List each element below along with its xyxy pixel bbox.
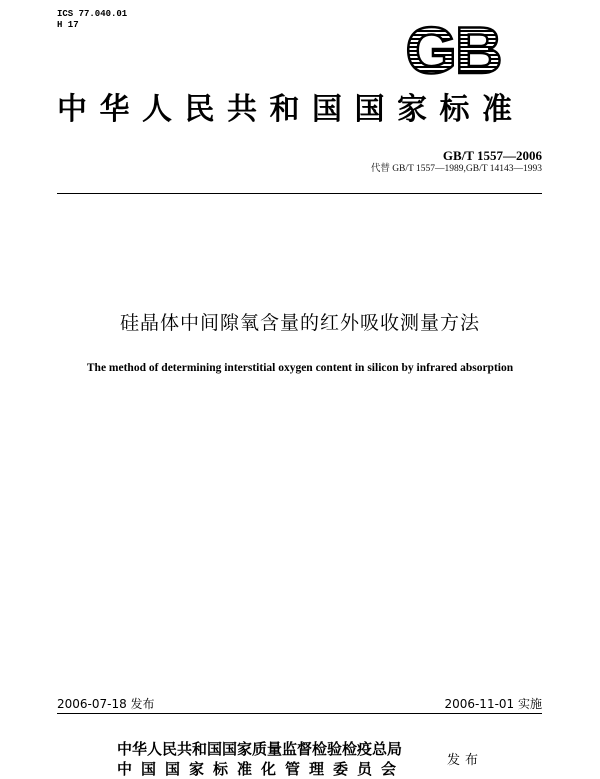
replaces-note: 代替 GB/T 1557—1989,GB/T 14143—1993 [370, 164, 542, 174]
standard-category-title: 中华人民共和国国家标准 [57, 92, 525, 127]
standard-number: GB/T 1557—2006 [442, 148, 542, 163]
issuer-line-1: 中华人民共和国国家质量监督检验检疫总局 [117, 740, 403, 758]
issuing-authorities [117, 739, 405, 779]
ics-code: ICS 77.040.01 [57, 9, 128, 19]
release-label: 发布 [447, 753, 484, 768]
footer-divider [57, 713, 542, 714]
issuer-line-2: 中国国家标准化管理委员会 [117, 760, 406, 778]
gb-logo [393, 13, 513, 87]
header-divider [57, 193, 542, 194]
ccs-code: H 17 [57, 20, 79, 30]
document-title: 硅晶体中间隙氧含量的红外吸收测量方法 [119, 312, 480, 334]
gb-logo-text: GB [405, 13, 501, 87]
issue-date: 2006-07-18 发布 [57, 697, 155, 711]
classification-codes [57, 9, 127, 31]
document-title-english: The method of determining interstitial oxygen content in silicon by infrared absorption [86, 362, 514, 374]
implementation-date: 2006-11-01 实施 [444, 697, 542, 711]
